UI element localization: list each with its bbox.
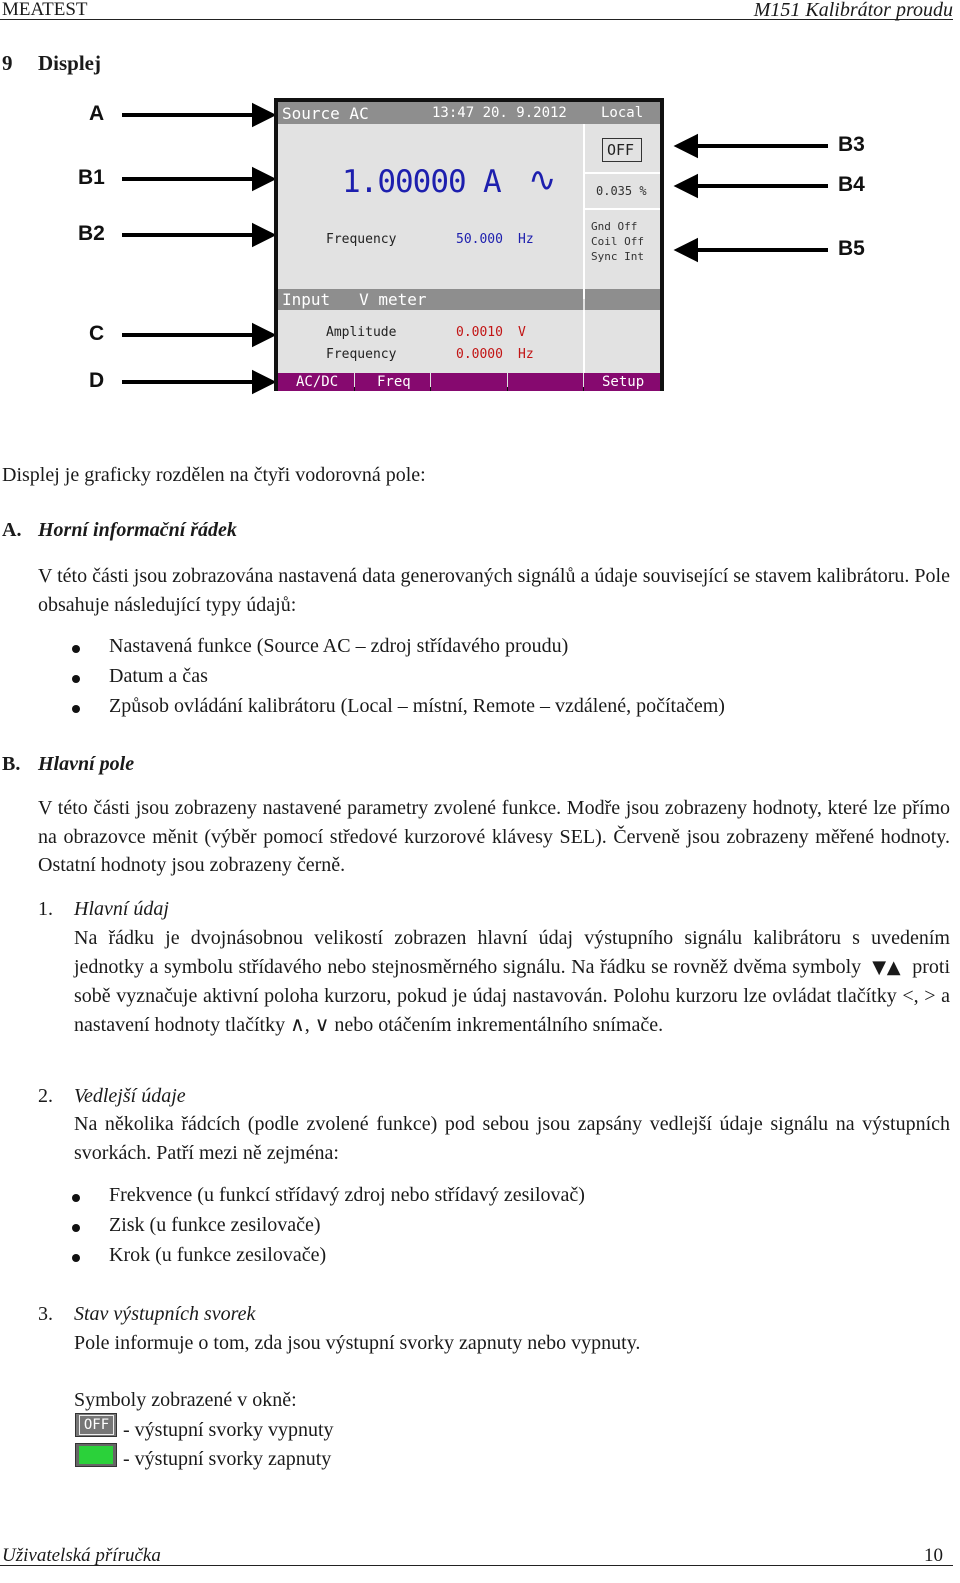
item2-bullet-3: Krok (u funkce zesilovače): [109, 1244, 327, 1266]
item1-number: 1.: [38, 898, 53, 920]
page-footer: [0, 1545, 953, 1566]
heading-a: [2, 516, 237, 545]
display-deviation: 0.035 %: [596, 184, 647, 198]
display-secondary-label: Frequency: [326, 232, 397, 247]
display-secondary-value: 50.000: [456, 232, 503, 247]
meas-value-2: 0.0000: [456, 347, 503, 362]
bullet-dot: [72, 1224, 80, 1232]
ac-wave-icon: ∿: [528, 160, 557, 200]
heading-b-letter: B.: [2, 753, 21, 775]
display-function: Source AC: [282, 104, 369, 123]
bullet-dot: [72, 1194, 80, 1202]
display-main-unit: A: [483, 164, 502, 200]
b-text: V této části jsou zobrazeny nastavené parametry zvolené funkce. Modře jsou zobrazeny hodnoty, které lze přímo na obrazovce měnit (výběr pomocí středové kurzorové klávesy SEL). Červeně jsou zobrazeny měřené hodnoty. Ostatní hodnoty jsou zobrazeny černě.: [38, 797, 950, 876]
meas-label-1: Amplitude: [326, 325, 397, 340]
output-off-symbol-icon: OFF: [75, 1413, 117, 1437]
display-input-bar: Input V meter: [278, 289, 583, 310]
header-brand: MEATEST: [2, 0, 88, 20]
meas-unit-1: V: [518, 325, 526, 340]
heading-a-title: Horní informační řádek: [38, 519, 237, 541]
callout-b1: B1: [78, 166, 105, 189]
callout-d: D: [89, 369, 105, 392]
display-datetime: 13:47 20. 9.2012: [432, 105, 567, 121]
item2-title: Vedlejší údaje: [74, 1085, 186, 1107]
callout-b4: B4: [838, 173, 865, 196]
a-text: V této části jsou zobrazována nastavená data generovaných signálů a údaje související se stavem kalibrátoru. Pole obsahuje následující typy údajů:: [38, 565, 950, 616]
output-on-symbol-icon: [75, 1443, 117, 1467]
callout-a: A: [89, 102, 105, 125]
bullet-dot: [72, 645, 80, 653]
softkey-acdc[interactable]: AC/DC: [278, 373, 354, 391]
heading-b: [2, 750, 135, 779]
item2-bullet-2: Zisk (u funkce zesilovače): [109, 1214, 321, 1236]
item1-text: Na řádku je dvojnásobnou velikostí zobrazen hlavní údaj výstupního signálu kalibrátoru s uvedením jednotky a symbolu střídavého nebo stejnosměrného signálu. Na řádku se rovněž dvěma symboly ▼▲ proti sobě vyznačuje aktivní poloha kurzoru, pokud je údaj nastavován. Polohu kurzoru lze ovládat tlačítky <, > a nastavení hodnoty tlačítky ∧, ∨ nebo otáčením inkrementálního snímače.: [74, 927, 951, 1036]
a-bullet-1: Nastavená funkce (Source AC – zdroj střídavého proudu): [109, 635, 569, 657]
status-coil: Coil Off: [591, 235, 644, 248]
page-number: 10: [924, 1545, 943, 1566]
softkey-3[interactable]: [431, 373, 507, 391]
a-bullet-2: Datum a čas: [109, 665, 208, 687]
item3-number: 3.: [38, 1303, 53, 1325]
display-top-bar: [278, 102, 660, 124]
callout-b3: B3: [838, 133, 865, 156]
display-secondary-unit: Hz: [518, 232, 534, 247]
meas-value-1: 0.0010: [456, 325, 503, 340]
meas-label-2: Frequency: [326, 347, 397, 362]
intro-text: Displej je graficky rozdělen na čtyři vodorovná pole:: [2, 464, 426, 486]
symbol-on-text: - výstupní svorky zapnuty: [123, 1448, 332, 1470]
item3-text: Pole informuje o tom, zda jsou výstupní svorky zapnuty nebo vypnuty.: [74, 1332, 641, 1354]
output-off-icon: OFF: [602, 138, 642, 162]
bullet-dot: [72, 705, 80, 713]
item2-bullet-1: Frekvence (u funkcí střídavý zdroj nebo střídavý zesilovač): [109, 1184, 585, 1206]
section-title: Displej: [38, 51, 101, 75]
header-title: M151 Kalibrátor proudu: [753, 0, 953, 21]
symbols-title: Symboly zobrazené v okně:: [74, 1389, 297, 1411]
callout-c: C: [89, 322, 105, 345]
item2-number: 2.: [38, 1085, 53, 1107]
cursor-symbols-icon: ▼▲: [872, 956, 902, 978]
bullet-dot: [72, 1254, 80, 1262]
calibrator-display: [274, 98, 664, 391]
callout-b5: B5: [838, 237, 865, 260]
status-sync: Sync Int: [591, 250, 644, 263]
item1-title: Hlavní údaj: [74, 898, 169, 920]
softkey-4[interactable]: [508, 373, 583, 391]
bullet-dot: [72, 675, 80, 683]
softkey-setup[interactable]: Setup: [584, 373, 660, 391]
a-bullet-3: Způsob ovládání kalibrátoru (Local – místní, Remote – vzdálené, počítačem): [109, 695, 725, 717]
display-main-value: 1.00000: [342, 164, 466, 200]
heading-a-letter: A.: [2, 519, 22, 541]
heading-b-title: Hlavní pole: [38, 753, 135, 775]
meas-unit-2: Hz: [518, 347, 534, 362]
callout-b2: B2: [78, 222, 105, 245]
item3-title: Stav výstupních svorek: [74, 1303, 256, 1325]
symbol-off-text: - výstupní svorky vypnuty: [123, 1419, 334, 1441]
item2-text: Na několika řádcích (podle zvolené funkce) pod sebou jsou zapsány vedlejší údaje signálu na výstupních svorkách. Patří mezi ně zejména:: [74, 1113, 950, 1164]
status-gnd: Gnd Off: [591, 220, 638, 233]
footer-manual: Uživatelská příručka: [2, 1545, 161, 1566]
display-mode: Local: [601, 105, 644, 121]
softkey-freq[interactable]: Freq: [355, 373, 430, 391]
section-number: 9: [2, 51, 13, 75]
